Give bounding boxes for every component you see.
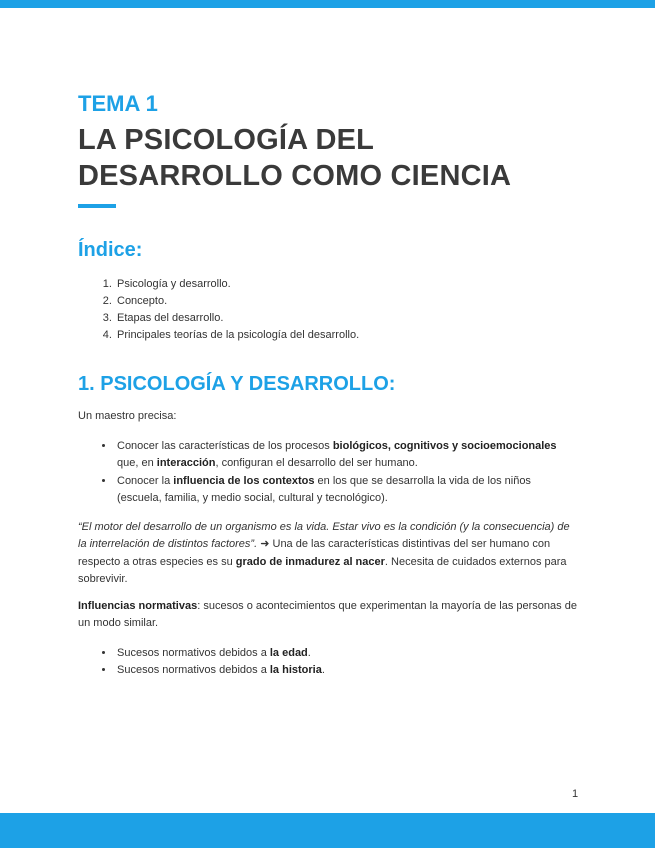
intro-paragraph: Un maestro precisa: <box>78 410 177 422</box>
indice-item: 3. Etapas del desarrollo. <box>115 310 578 327</box>
page-content <box>78 90 578 680</box>
bullet-list-normativos <box>78 645 578 680</box>
list-item: • Sucesos normativos debidos a la edad. <box>115 645 578 663</box>
quote-text: “El motor del desarrollo de un organismo es la vida. Estar vivo es la condición (y la consecuencia) de la interrelación de distintos factores”. <box>78 520 570 550</box>
list-item: • Conocer la influencia de los contextos en los que se desarrolla la vida de los niños (escuela, familia, y medio social, cultural y tecnológico). <box>115 473 578 508</box>
arrow-icon: ➜ <box>257 538 273 550</box>
indice-heading: Índice: <box>78 239 143 261</box>
page-number: 1 <box>572 788 579 800</box>
page-title <box>78 122 578 194</box>
section-heading: 1. PSICOLOGÍA Y DESARROLLO: <box>78 373 396 395</box>
bullet-list <box>78 438 578 508</box>
list-item: • Sucesos normativos debidos a la historia. <box>115 662 578 680</box>
indice-list <box>78 276 578 344</box>
indice-item: 4. Principales teorías de la psicología del desarrollo. <box>115 327 578 344</box>
quote-paragraph: “El motor del desarrollo de un organismo es la vida. Estar vivo es la condición (y la consecuencia) de la interrelación de distintos factores”. ➜ Una de las características distintivas del ser humano con respecto a otras especies es su grado de inmadurez al nacer. Necesita de cuidados externos para sobrevivir. <box>78 520 570 585</box>
title-underline <box>78 204 116 208</box>
indice-item: 1. Psicología y desarrollo. <box>115 276 578 293</box>
top-accent-bar <box>0 0 655 8</box>
bottom-accent-bar <box>0 813 655 848</box>
indice-item: 2. Concepto. <box>115 293 578 310</box>
title-line-2: DESARROLLO COMO CIENCIA <box>78 160 512 192</box>
title-line-1: LA PSICOLOGÍA DEL <box>78 124 375 156</box>
list-item: • Conocer las características de los procesos biológicos, cognitivos y socioemocionales que, en interacción, configuran el desarrollo del ser humano. <box>115 438 578 473</box>
tema-label: TEMA 1 <box>78 91 158 116</box>
influencias-paragraph: Influencias normativas: sucesos o acontecimientos que experimentan la mayoría de las personas de un modo similar. <box>78 599 577 629</box>
